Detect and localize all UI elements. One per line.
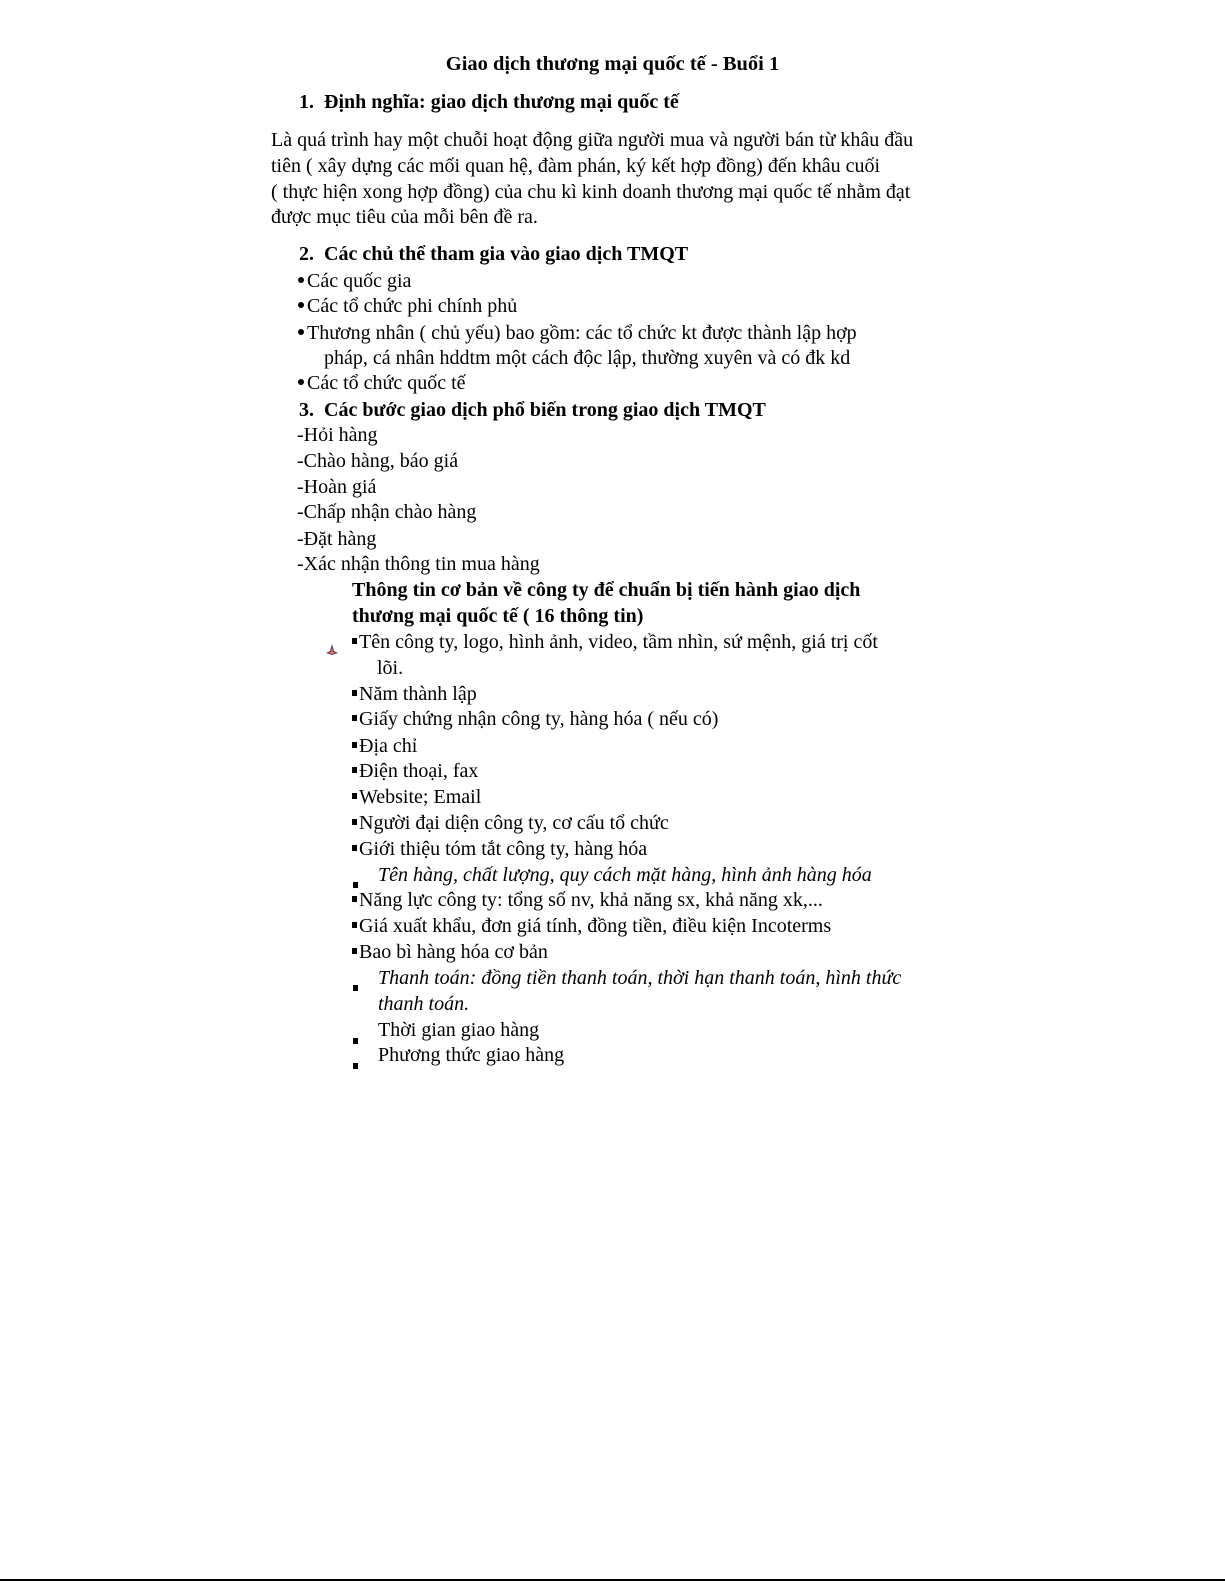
info-item-text: Tên hàng, chất lượng, quy cách mặt hàng, hình ảnh hàng hóa — [378, 864, 872, 886]
square-bullet-icon — [352, 845, 357, 851]
info-item-text: Bao bì hàng hóa cơ bản — [359, 941, 548, 963]
info-item — [352, 940, 548, 964]
square-bullet-icon — [353, 1063, 358, 1069]
dash-marker: - — [297, 553, 304, 575]
section-1-number: 1. — [299, 91, 314, 113]
step-text: Hỏi hàng — [303, 424, 378, 446]
square-bullet-icon — [352, 896, 357, 902]
info-item-text: Phương thức giao hàng — [378, 1044, 565, 1066]
square-bullet-icon — [352, 922, 357, 928]
info-item-text: Tên công ty, logo, hình ảnh, video, tầm nhìn, sứ mệnh, giá trị cốt — [359, 631, 878, 653]
step-text: Hoàn giá — [303, 476, 377, 498]
page-bottom-divider — [0, 1579, 1225, 1581]
info-item-text: Thanh toán: đồng tiền thanh toán, thời hạn thanh toán, hình thức — [378, 967, 902, 989]
info-item-text: Địa chỉ — [359, 735, 418, 757]
section-2-number: 2. — [299, 243, 314, 265]
page-title: Giao dịch thương mại quốc tế - Buổi 1 — [445, 53, 780, 75]
info-item — [352, 785, 481, 809]
square-bullet-icon — [352, 715, 357, 721]
definition-line-4: được mục tiêu của mỗi bên đề ra. — [271, 206, 538, 228]
square-bullet-icon — [353, 985, 358, 991]
info-item-text: Giới thiệu tóm tắt công ty, hàng hóa — [359, 838, 648, 860]
arrow-marker-icon — [326, 644, 338, 656]
square-bullet-icon — [352, 638, 357, 644]
step-item — [297, 552, 540, 576]
info-item-continuation: thanh toán. — [378, 993, 470, 1015]
info-item — [352, 811, 669, 835]
info-item-text: Thời gian giao hàng — [378, 1019, 540, 1041]
square-bullet-icon — [352, 767, 357, 773]
company-info-heading-line-1: Thông tin cơ bản về công ty để chuẩn bị tiến hành giao dịch — [352, 579, 861, 601]
info-item — [352, 759, 478, 783]
square-bullet-icon — [352, 819, 357, 825]
square-bullet-icon — [353, 1038, 358, 1044]
info-item-text: Giá xuất khẩu, đơn giá tính, đồng tiền, điều kiện Incoterms — [359, 915, 832, 937]
section-1-heading — [299, 90, 679, 114]
info-item — [352, 630, 878, 654]
section-1-title: Định nghĩa: giao dịch thương mại quốc tế — [324, 91, 679, 113]
section-2-heading — [299, 242, 688, 266]
info-item — [352, 682, 477, 706]
step-item — [297, 500, 476, 524]
square-bullet-icon — [352, 948, 357, 954]
step-text: Chấp nhận chào hàng — [303, 501, 477, 523]
list-item — [298, 321, 857, 345]
bullet-dot-icon — [298, 302, 304, 308]
section-3-heading — [299, 398, 766, 422]
step-item — [297, 475, 376, 499]
section-3-number: 3. — [299, 399, 314, 421]
definition-line-3: ( thực hiện xong hợp đồng) của chu kì kinh doanh thương mại quốc tế nhằm đạt — [271, 181, 911, 203]
info-item-text: Người đại diện công ty, cơ cấu tổ chức — [359, 812, 669, 834]
dash-marker: - — [297, 528, 304, 550]
bullet-dot-icon — [298, 379, 304, 385]
info-item-continuation: lõi. — [377, 657, 404, 679]
list-item-text: Các tổ chức phi chính phủ — [307, 295, 518, 317]
bullet-dot-icon — [298, 277, 304, 283]
step-item — [297, 423, 378, 447]
dash-marker: - — [297, 476, 304, 498]
list-item — [298, 294, 517, 318]
definition-line-1: Là quá trình hay một chuỗi hoạt động giữa người mua và người bán từ khâu đầu — [271, 129, 914, 151]
section-3-title: Các bước giao dịch phổ biến trong giao dịch TMQT — [324, 399, 766, 421]
info-item — [352, 888, 823, 912]
dash-marker: - — [297, 450, 304, 472]
info-item-text: Website; Email — [359, 786, 482, 808]
section-2-title: Các chủ thể tham gia vào giao dịch TMQT — [324, 243, 689, 265]
info-item-text: Năng lực công ty: tổng số nv, khả năng sx, khả năng xk,... — [359, 889, 823, 911]
info-item — [352, 837, 647, 861]
square-bullet-icon — [352, 742, 357, 748]
bullet-dot-icon — [298, 329, 304, 335]
square-bullet-icon — [352, 793, 357, 799]
list-item — [298, 269, 411, 293]
info-item-text: Điện thoại, fax — [359, 760, 479, 782]
square-bullet-icon — [352, 690, 357, 696]
definition-line-2: tiên ( xây dựng các mối quan hệ, đàm phán, ký kết hợp đồng) đến khâu cuối — [271, 155, 881, 177]
info-item — [352, 734, 417, 758]
info-item-text: Giấy chứng nhận công ty, hàng hóa ( nếu có) — [359, 708, 719, 730]
list-item-text: Các quốc gia — [307, 270, 412, 292]
step-text: Đặt hàng — [303, 528, 377, 550]
list-item-text: Thương nhân ( chủ yếu) bao gồm: các tổ chức kt được thành lập hợp — [307, 322, 857, 344]
dash-marker: - — [297, 501, 304, 523]
list-item-text: Các tổ chức quốc tế — [307, 372, 466, 394]
step-item — [297, 527, 376, 551]
list-item — [298, 371, 466, 395]
dash-marker: - — [297, 424, 304, 446]
company-info-heading-line-2: thương mại quốc tế ( 16 thông tin) — [352, 605, 644, 627]
step-text: Xác nhận thông tin mua hàng — [303, 553, 540, 575]
list-item-continuation: pháp, cá nhân hddtm một cách độc lập, thường xuyên và có đk kd — [324, 347, 851, 369]
info-item — [352, 707, 718, 731]
info-item — [352, 914, 831, 938]
step-text: Chào hàng, báo giá — [303, 450, 459, 472]
step-item — [297, 449, 458, 473]
info-item-text: Năm thành lập — [359, 683, 477, 705]
